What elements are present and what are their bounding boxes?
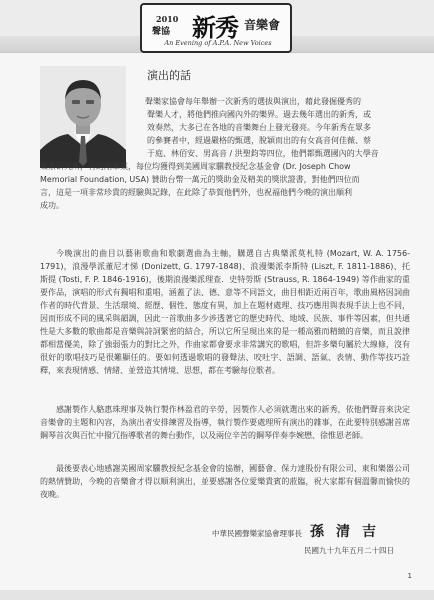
closing-paragraph: 最後要表心地感謝美國周家驥教授紀念基金會的協辦，國藝會、保力達股份有限公司、東和樂器公司的熱情贊助，今晚的音樂會才得以順利演出，並要感謝各位愛樂貴賓的蒞臨，祝大家都有個溫馨而愉快的夜晚。 (40, 464, 410, 499)
intro-line: 聲樂人才，將他們推向國內外的樂界。過去幾年選出的新秀，或 (147, 110, 371, 119)
header-banner (0, 0, 434, 52)
signature-date: 民國九十九年五月二十四日 (304, 546, 394, 555)
repertoire-paragraph: 今晚演出的曲目以藝術歌曲和歌劇選曲為主軸，購選自古典樂派莫札特 (Mozart, W. A. 1756-1791)，浪漫學派董尼才悌 (Donizett, G. 1797-1848)、浪漫樂派李斯特 (Liszt, F. 1811-1886)、托斯提 (Tosti, F. P. 1846-1916)，後期浪漫樂派理查．史特勞斯 (Strauss, R. 1864-1949) 等作曲家的重要作品，演唱的形式有獨唱和重唱，涵蓋了法、德、意等不同語文，曲目相距近兩百年，歌曲風格因詞曲作者的時代背景、生活環境、經歷、個性、態度有異，加上在題材處理、技巧應用與表現手法上也不同，因而形成不同的風采與韻調，因此一首歌曲多少涉透著它的歷史時代、地域、民族、事件等因素，但共通性是大多數的歌曲都是音樂與詩詞緊密的結合，所以它所呈現出來的是一種高雅而精緻的音樂，而且說律都相當優美，除了強弱張力的對比之外，作曲家都會要求非常講究的歌唱，但許多樂句屬於大線條，沒有很好的歌唱技巧是很難顯任的。要如何透過歌唱的發聲法、咬吐字、語調、語氣、表情、動作等技巧詮釋，來表現情感、情緒、並營造其情境、思想，都在考驗每位歌者。 (40, 249, 410, 375)
intro-line: 樂系研究所，有的剛畢業，每位均獲得到美國周家驥教授紀念基金會 (Dr. Joseph Chow (40, 162, 351, 171)
intro-line: 效奏然，大多已在各地的音樂舞台上發光發亮。今年新秀在眾多 (147, 123, 371, 132)
intro-line: 于庭、林佰安、男高音 / 洪聖鈞等四位，他們都甄選國內的大學音 (147, 149, 379, 158)
signature-title: 中華民國聲樂家協會理事長 (212, 529, 302, 538)
intro-paragraph (40, 95, 412, 212)
thanks-paragraph: 感謝製作人駱惠珠理事及執行製作林盈君的辛勞，因製作人必須就選出來的新秀，依他們聲音來決定音樂會的主題和內容，為演出者安排練習及指導，執行製作要處理所有演出的雜事，在此要特別感謝首席鋼琴首次與百忙中撥冗指導歌者的舞台動作，以及兩位辛苦的鋼琴伴奏李婉懋、徐惟恩老師。 (40, 405, 410, 440)
logo-english-title: An Evening of A.P.A. New Voices (164, 39, 272, 47)
logo-org: 聲協 (152, 27, 171, 37)
signature-name: 孫清吉 (310, 524, 388, 540)
intro-line: 成功。 (40, 201, 64, 210)
logo-concert-word: 音樂會 (244, 18, 281, 32)
intro-line: 言，這是一項非常珍貴的經驗與記錄，在此除了恭賀他們外，也祝福他們今晚的演出順利 (40, 188, 352, 197)
page-number: 1 (407, 572, 412, 580)
bottom-band (0, 590, 434, 600)
logo-year: 2010 (156, 14, 179, 24)
article-title: 演出的話 (147, 69, 191, 82)
intro-line: 聲樂家協會每年舉辦一次新秀的選拔與演出，藉此發掘優秀的 (145, 97, 361, 106)
logo-main-title: 新秀 (192, 14, 238, 42)
concert-logo (140, 3, 292, 53)
intro-line: Memorial Foundation, USA) 贊助台幣一萬元的獎助金及精美的獎狀證書，對他們四位而 (40, 175, 360, 184)
signature-block (212, 521, 388, 541)
intro-line: 的參賽者中，經過嚴格的甄選，脫穎而出的有女高音何佳薇、蔡 (147, 136, 371, 145)
